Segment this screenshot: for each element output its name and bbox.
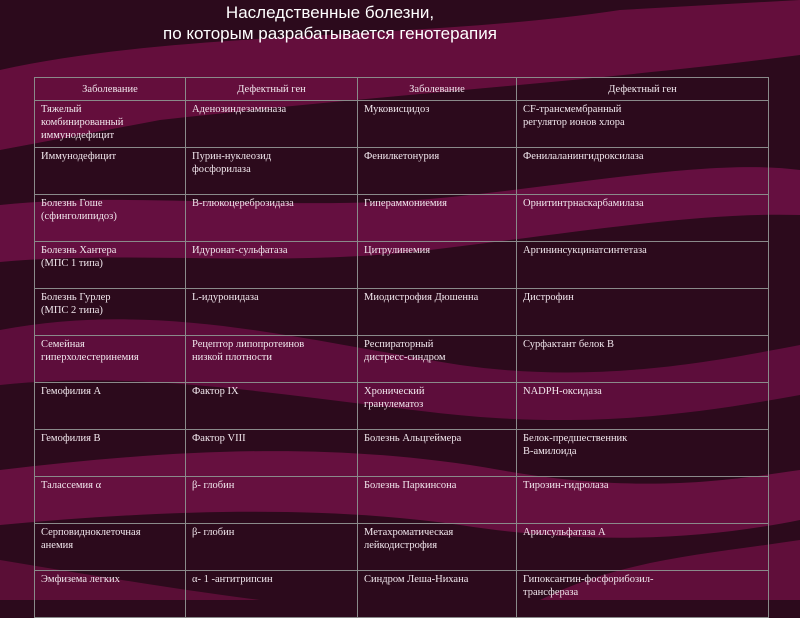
- table-row: [35, 242, 769, 289]
- cell-disease-2: Синдром Леша-Нихана: [358, 571, 517, 618]
- cell-gene-1: β- глобин: [186, 477, 358, 524]
- cell-disease-2: Респираторный дистресс-синдром: [358, 336, 517, 383]
- cell-disease-2: Миодистрофия Дюшенна: [358, 289, 517, 336]
- cell-disease-1: Талассемия α: [35, 477, 186, 524]
- table-row: [35, 289, 769, 336]
- cell-gene-1: Аденозиндезаминаза: [186, 101, 358, 148]
- cell-gene-1: Рецептор липопротеинов низкой плотности: [186, 336, 358, 383]
- cell-gene-2: Гипоксантин-фосфорибозил- трансфераза: [517, 571, 769, 618]
- cell-disease-1: Болезнь Хантера (МПС 1 типа): [35, 242, 186, 289]
- table-row: [35, 477, 769, 524]
- cell-gene-2: NADPH-оксидаза: [517, 383, 769, 430]
- table-row: [35, 101, 769, 148]
- cell-disease-1: Болезнь Гурлер (МПС 2 типа): [35, 289, 186, 336]
- cell-disease-2: Муковисцидоз: [358, 101, 517, 148]
- cell-disease-2: Болезнь Альцгеймера: [358, 430, 517, 477]
- cell-gene-1: Фактор IX: [186, 383, 358, 430]
- cell-gene-1: β- глобин: [186, 524, 358, 571]
- table-row: [35, 195, 769, 242]
- header-gene-2: Дефектный ген: [517, 78, 769, 101]
- cell-gene-2: Аргининсукцинатсинтетаза: [517, 242, 769, 289]
- header-disease-2: Заболевание: [358, 78, 517, 101]
- gene-therapy-table: [34, 77, 769, 618]
- cell-disease-1: Серповидноклеточная анемия: [35, 524, 186, 571]
- slide-title: [0, 2, 660, 44]
- table-row: [35, 383, 769, 430]
- cell-gene-2: Белок-предшественник В-амилоида: [517, 430, 769, 477]
- cell-gene-1: В-глюкоцереброзидаза: [186, 195, 358, 242]
- cell-gene-1: Пурин-нуклеозид фосфорилаза: [186, 148, 358, 195]
- cell-disease-1: Болезнь Гоше (сфинголипидоз): [35, 195, 186, 242]
- cell-gene-2: Дистрофин: [517, 289, 769, 336]
- cell-disease-1: Гемофилия В: [35, 430, 186, 477]
- table-row: [35, 430, 769, 477]
- cell-disease-2: Болезнь Паркинсона: [358, 477, 517, 524]
- cell-gene-2: Арилсульфатаза А: [517, 524, 769, 571]
- cell-disease-1: Тяжелый комбинированный иммунодефицит: [35, 101, 186, 148]
- table-header-row: [35, 78, 769, 101]
- cell-disease-2: Гипераммониемия: [358, 195, 517, 242]
- header-disease-1: Заболевание: [35, 78, 186, 101]
- table-row: [35, 148, 769, 195]
- table-row: [35, 336, 769, 383]
- title-line-2: по которым разрабатывается генотерапия: [163, 24, 497, 43]
- title-line-1: Наследственные болезни,: [225, 3, 435, 22]
- cell-disease-1: Иммунодефицит: [35, 148, 186, 195]
- cell-gene-1: L-идуронидаза: [186, 289, 358, 336]
- header-gene-1: Дефектный ген: [186, 78, 358, 101]
- cell-disease-2: Цитрулинемия: [358, 242, 517, 289]
- cell-gene-1: α- 1 -антитрипсин: [186, 571, 358, 618]
- cell-disease-1: Гемофилия А: [35, 383, 186, 430]
- cell-gene-2: CF-трансмембранный регулятор ионов хлора: [517, 101, 769, 148]
- cell-gene-2: Сурфактант белок В: [517, 336, 769, 383]
- cell-disease-1: Семейная гиперхолестеринемия: [35, 336, 186, 383]
- cell-disease-2: Хронический гранулематоз: [358, 383, 517, 430]
- cell-gene-1: Фактор VIII: [186, 430, 358, 477]
- cell-disease-1: Эмфизема легких: [35, 571, 186, 618]
- cell-gene-1: Идуронат-сульфатаза: [186, 242, 358, 289]
- cell-disease-2: Метахроматическая лейкодистрофия: [358, 524, 517, 571]
- cell-gene-2: Орнитинтрнаскарбамилаза: [517, 195, 769, 242]
- cell-gene-2: Тирозин-гидролаза: [517, 477, 769, 524]
- cell-disease-2: Фенилкетонурия: [358, 148, 517, 195]
- cell-gene-2: Фенилаланингидроксилаза: [517, 148, 769, 195]
- table-row: [35, 571, 769, 618]
- table-row: [35, 524, 769, 571]
